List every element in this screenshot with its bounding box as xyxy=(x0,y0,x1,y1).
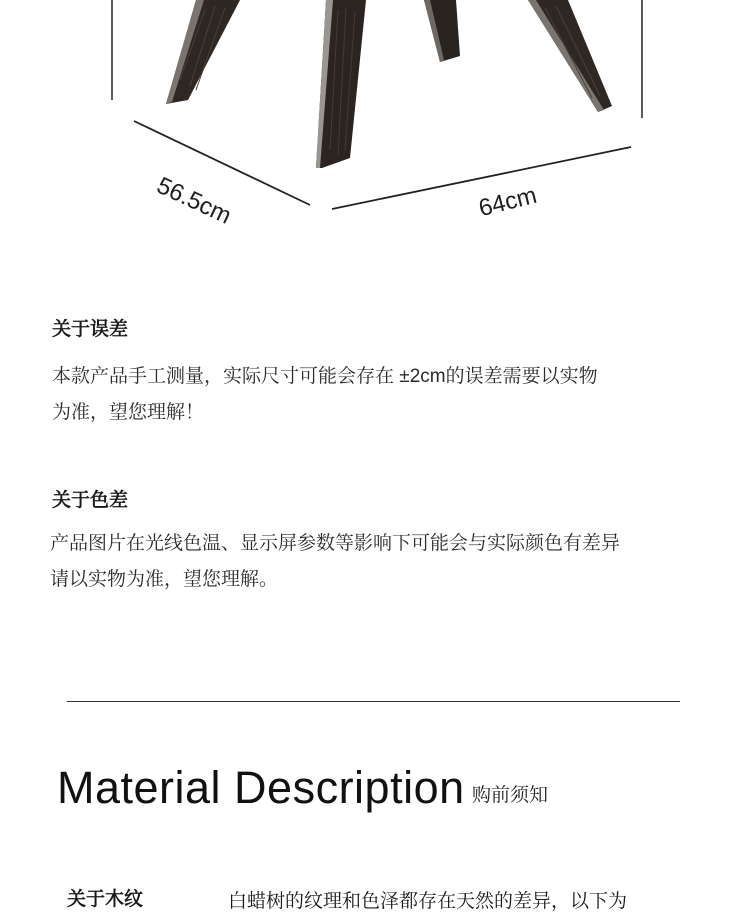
material-description-subtitle: 购前须知 xyxy=(472,785,549,806)
wood-grain-text: 白蜡树的纹理和色泽都存在天然的差异，以下为 xyxy=(228,891,628,912)
error-body-line-1: 本款产品手工测量，实际尺寸可能会存在 ±2cm的误差需要以实物 xyxy=(52,366,598,387)
chair-leg-left xyxy=(166,0,240,104)
color-section-body xyxy=(50,526,740,598)
chair-leg-back xyxy=(424,0,460,62)
color-body-line-2: 请以实物为准，望您理解。 xyxy=(50,569,279,590)
error-section-title: 关于误差 xyxy=(52,319,129,340)
chair-leg-center xyxy=(316,0,366,168)
wood-grain-label: 关于木纹 xyxy=(67,889,144,910)
depth-label: 56.5cm xyxy=(152,172,236,230)
chair-dimension-illustration xyxy=(0,0,750,240)
width-label: 64cm xyxy=(476,181,540,223)
material-description-title: Material Description xyxy=(57,762,465,813)
section-divider xyxy=(67,701,680,702)
error-section-body xyxy=(52,359,732,431)
error-body-line-2: 为准，望您理解！ xyxy=(52,402,205,423)
color-body-line-1: 产品图片在光线色温、显示屏参数等影响下可能会与实际颜色有差异 xyxy=(50,533,621,554)
color-section-title: 关于色差 xyxy=(52,490,129,511)
chair-leg-right xyxy=(528,0,612,112)
